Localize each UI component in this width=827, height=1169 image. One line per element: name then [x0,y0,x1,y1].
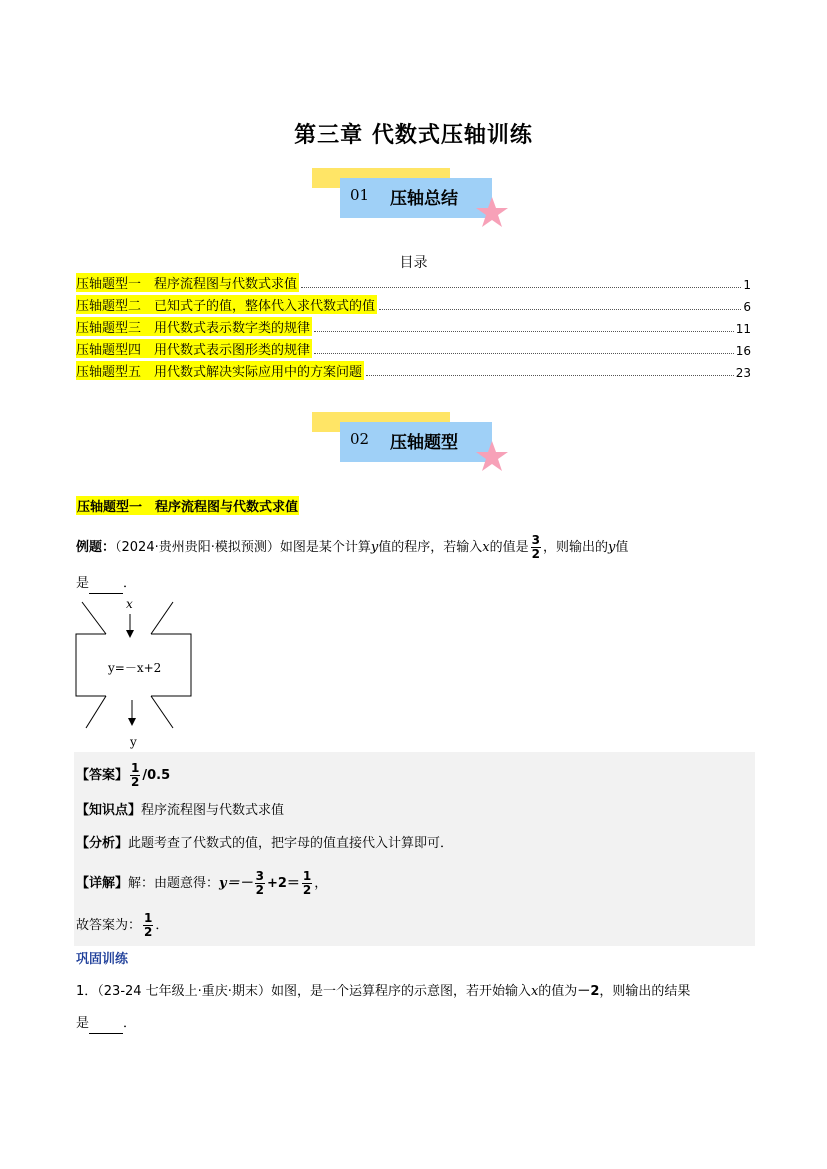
toc-item[interactable] [76,360,751,380]
var-x: x [482,540,490,555]
toc-item-page: 23 [735,366,751,380]
practice-question-1-line2 [76,1014,136,1034]
toc-heading: 目录 [399,255,428,271]
kp-text: 程序流程图与代数式求值 [141,803,285,818]
toc-item[interactable] [76,338,751,358]
answer-blank[interactable] [89,579,123,594]
example-text: 是 [76,576,90,591]
answer-alt: /0.5 [142,768,171,783]
example-text: （2024·贵州贵阳·模拟预测）如图是某个计算 [115,540,371,555]
analysis-text: 此题考查了代数式的值，把字母的值直接代入计算即可． [128,836,454,851]
kp-label: 【知识点】 [76,803,142,818]
toc-item-label: 压轴题型二 已知式子的值，整体代入求代数式的值 [76,295,377,314]
banner-label: 压轴题型 [390,433,458,453]
example-text: 的值是 [489,540,529,555]
detail-label: 【详解】 [76,876,129,891]
toc-item-label: 压轴题型五 用代数式解决实际应用中的方案问题 [76,361,364,380]
section-banner-summary [312,168,532,238]
flowchart-output: y [130,735,137,749]
answer-label: 【答案】 [76,768,129,783]
toc-item-page: 6 [743,300,751,314]
final-text: 故答案为： [76,918,142,933]
toc-item-page: 11 [735,322,751,336]
q1-text: 1．（23-24 七年级上·重庆·期末）如图，是一个运算程序的示意图，若开始输入 [76,984,531,999]
detail-text: ， [314,876,328,891]
detail-text: 解：由题意得： [128,876,220,891]
knowledge-point-line [76,801,284,821]
analysis-label: 【分析】 [76,836,129,851]
q1-text: ，则输出的结果 [599,984,691,999]
toc-leader-dots [314,353,734,354]
toc-item-label: 压轴题型一 程序流程图与代数式求值 [76,273,299,292]
banner-number: 02 [350,430,370,448]
final-answer-line [76,912,168,939]
q1-text: 的值为 [538,984,578,999]
var-y: y [370,540,379,555]
q1-text: ． [123,1016,137,1031]
flowchart-formula: y=－x+2 [108,661,162,675]
answer-blank[interactable] [89,1019,123,1034]
example-question [76,534,756,561]
fraction: $\frac{3}{2}$ [531,533,540,561]
example-text: ． [123,576,137,591]
q1-text: 是 [76,1016,90,1031]
analysis-line [76,834,453,854]
practice-question-1 [76,982,756,1002]
toc-leader-dots [379,309,741,310]
toc-item[interactable] [76,316,751,336]
page-title: 第三章 代数式压轴训练 [294,123,533,148]
detail-line [76,870,327,897]
star-icon [475,440,509,472]
final-text: ． [155,918,169,933]
example-question-line2 [76,574,136,594]
example-text: 值 [615,540,629,555]
q1-value: －2 [577,984,600,999]
answer-line [76,762,170,789]
toc-leader-dots [314,331,734,332]
fraction: $\frac{1}{2}$ [131,761,140,789]
flowchart-diagram [72,596,198,752]
example-text: ，则输出的 [542,540,608,555]
detail-math: y＝－ [219,876,253,891]
detail-math: +2＝ [266,876,300,891]
toc-leader-dots [301,287,741,288]
toc-item-page: 1 [743,278,751,292]
toc-item-label: 压轴题型四 用代数式表示图形类的规律 [76,339,312,358]
var-x: x [530,984,539,999]
var-y: y [607,540,616,555]
fraction: $\frac{1}{2}$ [144,911,153,939]
toc-item[interactable] [76,272,751,292]
toc-item-page: 16 [735,344,751,358]
fraction: $\frac{3}{2}$ [255,869,264,897]
section-banner-types [312,412,532,482]
example-text: 值的程序，若输入 [378,540,483,555]
star-icon [475,196,509,228]
fraction: $\frac{1}{2}$ [302,869,312,897]
section-heading: 压轴题型一 程序流程图与代数式求值 [76,496,299,515]
toc-item-label: 压轴题型三 用代数式表示数字类的规律 [76,317,312,336]
toc-item[interactable] [76,294,751,314]
practice-heading: 巩固训练 [76,952,129,967]
example-label: 例题： [76,540,116,555]
banner-label: 压轴总结 [390,189,458,209]
banner-number: 01 [350,186,370,204]
toc-leader-dots [366,375,734,376]
flowchart-input: x [126,597,133,611]
